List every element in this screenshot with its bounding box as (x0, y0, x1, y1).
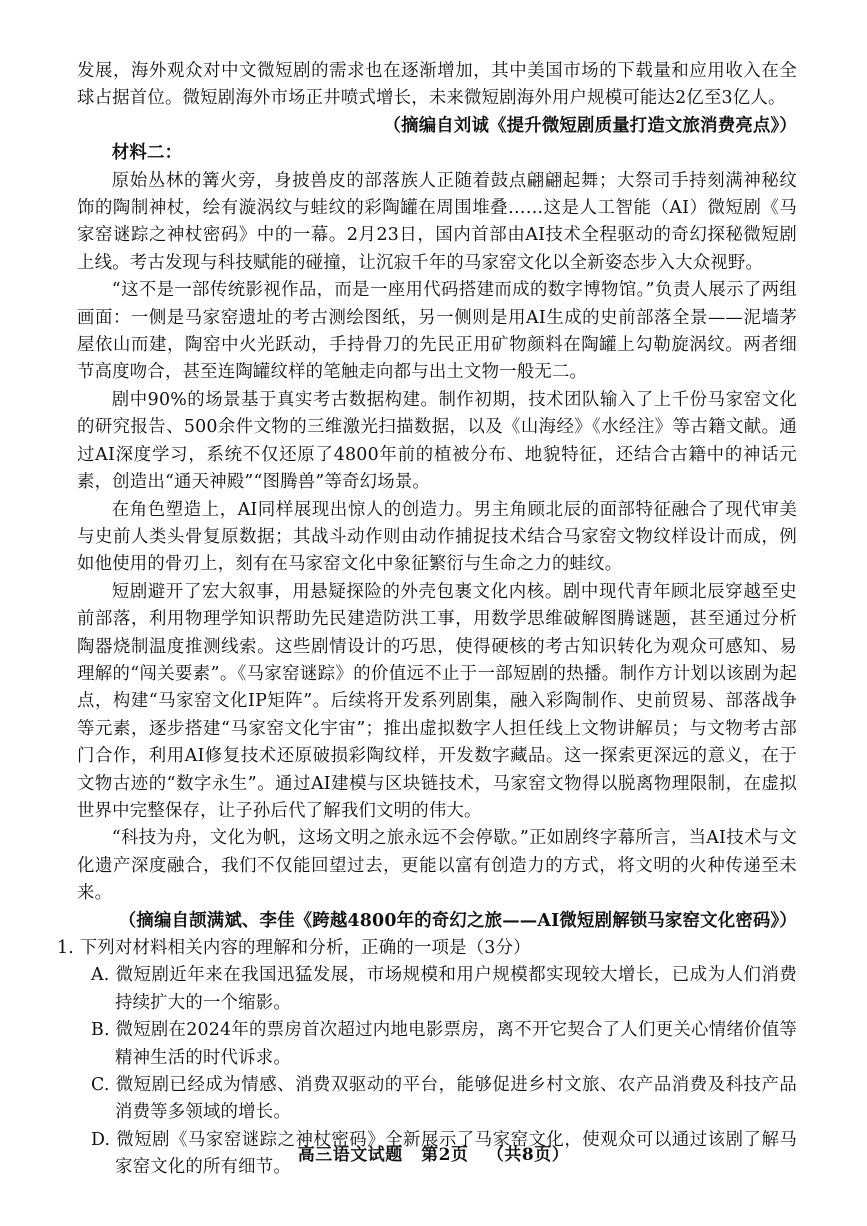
footer-page-number: 第2页 (421, 1145, 469, 1165)
footer-subject: 高三语文试题 (297, 1145, 403, 1165)
material-two-heading: 材料二： (111, 143, 183, 164)
page-footer (0, 1140, 867, 1165)
material-two-paragraph: “科技为舟，文化为帆，这场文明之旅永远不会停歇。”正如剧终字幕所言，当AI技术与文化遗产深度融合，我们不仅能回望过去，更能以富有创造力的方式，将文明的火种传递至未来。 (77, 828, 797, 904)
material-one-source: （摘编自刘诚《提升微短剧质量打造文旅消费亮点》） (383, 115, 797, 136)
question-1-option-b: B. 微短剧在2024年的票房首次超过内地电影票房，离不开它契合了人们更关心情绪价值等精神生活的时代诉求。 (91, 1020, 797, 1068)
material-two-paragraph: 原始丛林的篝火旁，身披兽皮的部落族人正随着鼓点翩翩起舞；大祭司手持刻满神秘纹饰的陶制神杖，绘有漩涡纹与蛙纹的彩陶罐在周围堆叠……这是人工智能（AI）微短剧《马家窑谜踪之神杖密码》中的一幕。2月23日，国内首部由AI技术全程驱动的奇幻探秘微短剧上线。考古发现与科技赋能的碰撞，让沉寂千年的马家窑文化以全新姿态步入大众视野。 (77, 170, 797, 273)
question-1-option-d: D. 微短剧《马家窑谜踪之神杖密码》全新展示了马家窑文化，使观众可以通过该剧了解马家窑文化的所有细节。 (91, 1129, 797, 1178)
question-1-stem: 1. 下列对材料相关内容的理解和分析，正确的一项是（3分） (57, 938, 531, 958)
material-two-paragraph: 剧中90%的场景基于真实考古数据构建。制作初期，技术团队输入了上千份马家窑文化的研究报告、500余件文物的三维激光扫描数据，以及《山海经》《水经注》等古籍文献。通过AI深度学习，系统不仅还原了4800年前的植被分布、地貌特征，还结合古籍中的神话元素，创造出“通天神殿”“图腾兽”等奇幻场景。 (77, 389, 797, 493)
material-one-tail: 发展，海外观众对中文微短剧的需求也在逐渐增加，其中美国市场的下载量和应用收入在全球占据首位。微短剧海外市场正井喷式增长，未来微短剧海外用户规模可能达2亿至3亿人。 (77, 61, 797, 109)
footer-total-pages: （共8页） (486, 1145, 570, 1165)
material-two-paragraph: 短剧避开了宏大叙事，用悬疑探险的外壳包裹文化内核。剧中现代青年顾北辰穿越至史前部落，利用物理学知识帮助先民建造防洪工事，用数学思维破解图腾谜题，甚至通过分析陶器烧制温度推测线索。这些剧情设计的巧思，使得硬核的考古知识转化为观众可感知、易理解的“闯关要素”。《马家窑谜踪》的价值远不止于一部短剧的热播。制作方计划以该剧为起点，构建“马家窑文化IP矩阵”。后续将开发系列剧集，融入彩陶制作、史前贸易、部落战争等元素，逐步搭建“马家窑文化宇宙”；推出虚拟数字人担任线上文物讲解员；与文物考古部门合作，利用AI修复技术还原破损彩陶纹样，开发数字藏品。这一探索更深远的意义，在于文物古迹的“数字永生”。通过AI建模与区块链技术，马家窑文物得以脱离物理限制，在虚拟世界中完整保存，让子孙后代了解我们文明的伟大。 (77, 581, 797, 821)
material-two-paragraph: “这不是一部传统影视作品，而是一座用代码搭建而成的数字博物馆。”负责人展示了两组画面：一侧是马家窑遗址的考古测绘图纸，另一侧则是用AI生成的史前部落全景——泥墙茅屋依山而建，陶窑中火光跃动，手持骨刀的先民正用矿物颜料在陶罐上勾勒旋涡纹。两者细节高度吻合，甚至连陶罐纹样的笔触走向都与出土文物一般无二。 (77, 280, 797, 383)
material-two-paragraph: 在角色塑造上，AI同样展现出惊人的创造力。男主角顾北辰的面部特征融合了现代审美与史前人类头骨复原数据；其战斗动作则由动作捕捉技术结合马家窑文物纹样设计而成，例如他使用的骨刃上，刻有在马家窑文化中象征繁衍与生命之力的蛙纹。 (77, 499, 797, 575)
material-two-source: （摘编自颉满斌、李佳《跨越4800年的奇幻之旅——AI微短剧解锁马家窑文化密码》） (118, 910, 797, 931)
question-1-option-a: A. 微短剧近年来在我国迅猛发展，市场规模和用户规模都实现较大增长，已成为人们消费持续扩大的一个缩影。 (91, 965, 797, 1013)
question-1-option-c: C. 微短剧已经成为情感、消费双驱动的平台，能够促进乡村文旅、农产品消费及科技产品消费等多领域的增长。 (91, 1075, 797, 1123)
page-body (57, 58, 797, 1182)
